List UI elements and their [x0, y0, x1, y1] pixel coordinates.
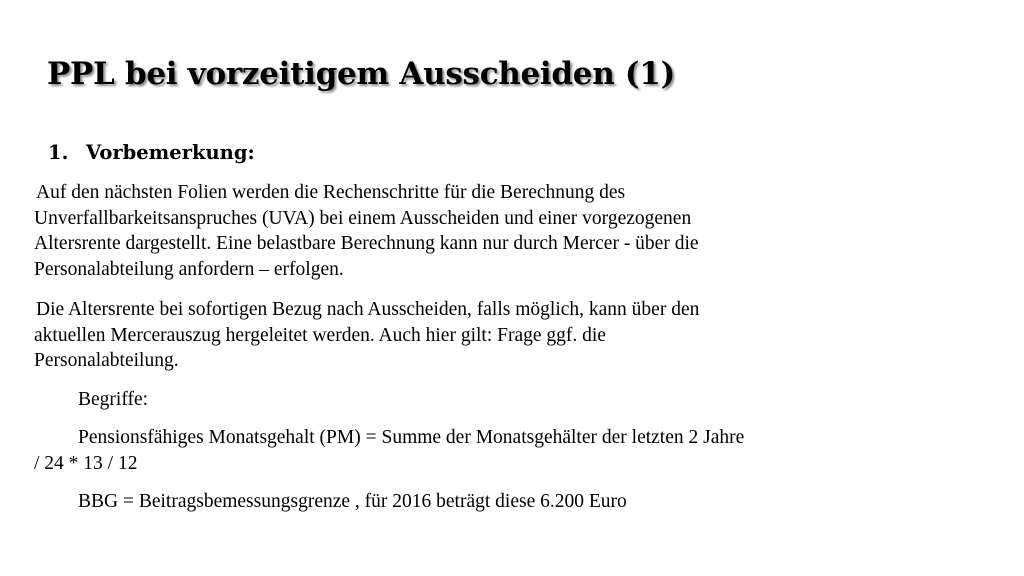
- paragraph-line: Personalabteilung anfordern – erfolgen.: [34, 258, 344, 280]
- definition-pm: [34, 425, 894, 476]
- definition-line: BBG = Beitragsbemessungsgrenze , für 2016 beträgt diese 6.200 Euro: [78, 491, 627, 512]
- section-heading: [48, 138, 255, 168]
- definition-bbg: [34, 489, 894, 515]
- paragraph-line: aktuellen Mercerauszug hergeleitet werden. Auch hier gilt: Frage ggf. die: [34, 324, 606, 346]
- section-number: 1.: [48, 141, 69, 164]
- paragraph-line: Auf den nächsten Folien werden die Rechenschritte für die Berechnung des: [36, 182, 626, 203]
- paragraph-line: Personalabteilung.: [34, 350, 179, 371]
- slide-title: PPL bei vorzeitigem Ausscheiden (1): [47, 56, 675, 92]
- definition-line: Pensionsfähiges Monatsgehalt (PM) = Summe der Monatsgehälter der letzten 2 Jahre: [78, 427, 745, 448]
- paragraph-intro: [34, 180, 894, 282]
- paragraph-line: Unverfallbarkeitsanspruches (UVA) bei einem Ausscheiden und einer vorgezogenen: [34, 207, 692, 229]
- terms-label-block: [34, 387, 894, 413]
- paragraph-line: Die Altersrente bei sofortigen Bezug nach Ausscheiden, falls möglich, kann über den: [36, 299, 700, 320]
- section-label: Vorbemerkung:: [86, 141, 255, 164]
- paragraph-line: Altersrente dargestellt. Eine belastbare Berechnung kann nur durch Mercer - über die: [34, 233, 699, 254]
- terms-label: Begriffe:: [78, 389, 149, 410]
- definition-line: / 24 * 13 / 12: [34, 452, 138, 474]
- paragraph-pension: [34, 297, 894, 374]
